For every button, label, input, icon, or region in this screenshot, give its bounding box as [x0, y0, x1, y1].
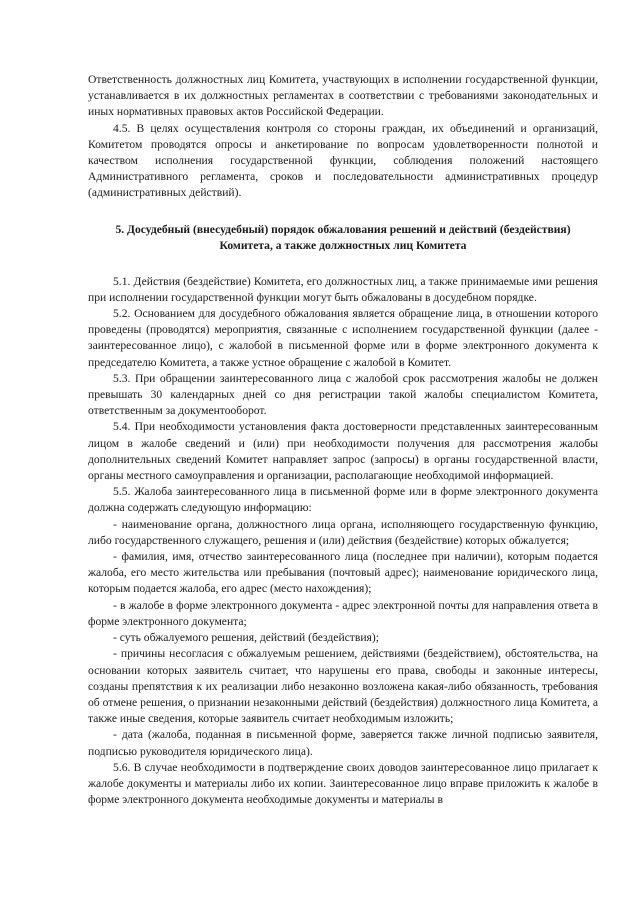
list-item-email: - в жалобе в форме электронного документа - адрес электронной почты для направления ответа в форме электронного документа; — [88, 598, 598, 628]
section-heading-line-1: 5. Досудебный (внесудебный) порядок обжалования решений и действий (бездействия) — [115, 222, 571, 236]
section-heading-line-2: Комитета, а также должностных лиц Комитета — [219, 238, 467, 252]
list-item-date: - дата (жалоба, поданная в письменной форме, заверяется также личной подписью заявителя, подписью руководителя юридического лица). — [88, 728, 598, 758]
list-item-essence: - суть обжалуемого решения, действий (бездействия); — [113, 631, 379, 645]
paragraph-5-6: 5.6. В случае необходимости в подтверждение своих доводов заинтересованное лицо прилагает к жалобе документы и материалы либо их копии. Заинтересованное лицо вправе приложить к жалобе в форме электронного документа необходимые документы и материалы в — [88, 760, 598, 807]
paragraph-responsibility: Ответственность должностных лиц Комитета, участвующих в исполнении государственной функции, устанавливается в их должностных регламентах в соответствии с требованиями законодательных и иных нормативных правовых актов Российской Федерации. — [88, 73, 598, 119]
paragraph-5-3: 5.3. При обращении заинтересованного лица с жалобой срок рассмотрения жалобы не должен превышать 30 календарных дней со дня регистрации такой жалобы специалистом Комитета, ответственным за документооборот. — [88, 371, 598, 418]
section-5-heading — [88, 222, 598, 254]
list-item-name: - фамилия, имя, отчество заинтересованного лица (последнее при наличии), которым подается жалоба, его место жительства или пребывания (почтовый адрес); наименование юридического лица, которым подается жалоба, его адрес (место нахождения); — [88, 550, 598, 596]
list-item-reasons: - причины несогласия с обжалуемым решением, действиями (бездействием), обстоятельства, на основании которых заявитель считает, что нарушены его права, свободы и законные интересы, созданы препятствия к их реализации либо незаконно возложена какая-либо обязанность, требования об отмене решения, о признании незаконными действий (бездействия) должностного лица Комитета, а также иные сведения, которые заявитель считает необходимым изложить; — [88, 647, 598, 726]
paragraph-5-1: 5.1. Действия (бездействие) Комитета, его должностных лиц, а также принимаемые ими решения при исполнении государственной функции могут быть обжалованы в досудебном порядке. — [88, 274, 598, 304]
paragraph-4-5: 4.5. В целях осуществления контроля со стороны граждан, их объединений и организаций, Комитетом проводятся опросы и анкетирование по вопросам удовлетворенности полнотой и качеством исполнения государственной функции, соблюдения положений настоящего Административного регламента, сроков и последовательности административных процедур (административных действий). — [88, 121, 598, 200]
paragraph-5-2: 5.2. Основанием для досудебного обжалования является обращение лица, в отношении которого проведены (проводятся) мероприятия, связанные с исполнением государственной функции (далее - заинтересованное лицо), с жалобой в письменной форме или в форме электронного документа к председателю Комитета, а также устное обращение с жалобой в Комитет. — [88, 307, 598, 369]
paragraph-5-5: 5.5. Жалоба заинтересованного лица в письменной форме или в форме электронного документа должна содержать следующую информацию: — [88, 485, 598, 515]
list-item-organ: - наименование органа, должностного лица органа, исполняющего государственную функцию, либо государственного служащего, решения и (или) действия (бездействие) которых обжалуется; — [88, 517, 598, 547]
paragraph-5-4: 5.4. При необходимости установления факта достоверности представленных заинтересованным лицом в жалобе сведений и (или) при необходимости получения для рассмотрения жалобы дополнительных сведений Комитет направляет запрос (запросы) в органы государственной власти, органы местного самоуправления и организации, располагающие необходимой информацией. — [88, 420, 598, 483]
